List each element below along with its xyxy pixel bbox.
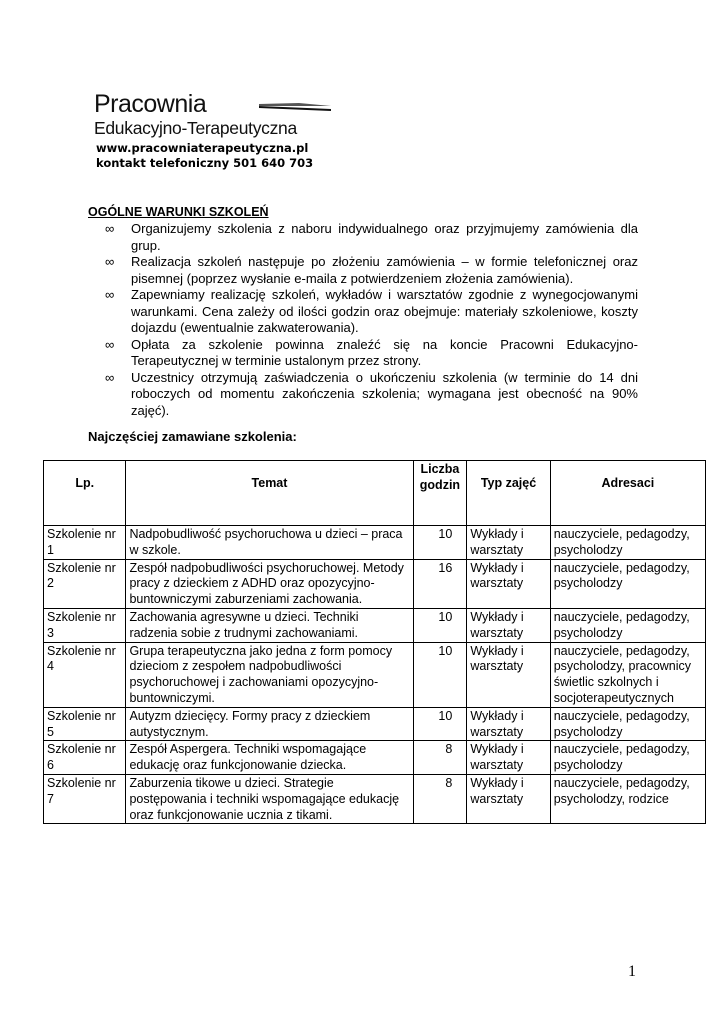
page-number: 1 [628,963,636,980]
conditions-list [105,221,638,419]
cell-hours: 16 [413,559,467,608]
cell-lp: Szkolenie nr 5 [44,707,126,741]
cell-type: Wykłady i warsztaty [467,608,550,642]
column-header-audience: Adresaci [550,461,705,526]
cell-lp: Szkolenie nr 1 [44,526,126,560]
table-row [44,526,706,560]
website-text: www.pracowniaterapeutyczna.pl [96,141,309,155]
cell-hours: 10 [413,526,467,560]
cell-audience: nauczyciele, pedagodzy, psycholodzy [550,526,705,560]
column-header-hours: Liczba godzin [413,461,467,526]
cell-hours: 10 [413,642,467,707]
infinity-bullet-icon: ∞ [105,254,115,269]
table-row [44,608,706,642]
cell-type: Wykłady i warsztaty [467,707,550,741]
cell-hours: 10 [413,608,467,642]
cell-hours: 8 [413,774,467,823]
cell-audience: nauczyciele, pedagodzy, psycholodzy [550,559,705,608]
cell-lp: Szkolenie nr 3 [44,608,126,642]
list-item: ∞ Organizujemy szkolenia z naboru indywidualnego oraz przyjmujemy zamówienia dla grup. [105,221,638,253]
table-row [44,707,706,741]
infinity-bullet-icon: ∞ [105,369,115,385]
trainings-table [43,460,706,824]
cell-type: Wykłady i warsztaty [467,774,550,823]
cell-audience: nauczyciele, pedagodzy, psycholodzy [550,707,705,741]
list-item: ∞ Realizacja szkoleń następuje po złożeniu zamówienia – w formie telefonicznej oraz pisemnej (poprzez wysłanie e-maila z potwierdzeniem złożenia zamówienia). [105,254,638,286]
table-row [44,559,706,608]
cell-lp: Szkolenie nr 4 [44,642,126,707]
infinity-bullet-icon: ∞ [105,336,115,352]
trainings-heading: Najczęściej zamawiane szkolenia: [88,429,297,444]
table-row [44,741,706,775]
contact-block [96,141,313,171]
logo-swoosh-icon [259,101,331,111]
cell-topic: Grupa terapeutyczna jako jedna z form pomocy dzieciom z zespołem nadpobudliwości psychoruchowej i zachowaniami opozycyjno-buntowniczymi. [126,642,413,707]
cell-type: Wykłady i warsztaty [467,741,550,775]
table-row [44,642,706,707]
cell-topic: Autyzm dziecięcy. Formy pracy z dzieckiem autystycznym. [126,707,413,741]
cell-topic: Zespół Aspergera. Techniki wspomagające edukację oraz funkcjonowanie dziecka. [126,741,413,775]
cell-lp: Szkolenie nr 7 [44,774,126,823]
cell-type: Wykłady i warsztaty [467,642,550,707]
cell-audience: nauczyciele, pedagodzy, psycholodzy [550,741,705,775]
logo-subtitle: Edukacyjno-Terapeutyczna [94,118,297,138]
cell-topic: Zespół nadpobudliwości psychoruchowej. Metody pracy z dzieckiem z ADHD oraz opozycyjno-buntowniczymi zaburzeniami zachowania. [126,559,413,608]
cell-audience: nauczyciele, pedagodzy, psycholodzy [550,608,705,642]
cell-audience: nauczyciele, pedagodzy, psycholodzy, pracownicy świetlic szkolnych i socjoterapeutycznych [550,642,705,707]
conditions-heading: OGÓLNE WARUNKI SZKOLEŃ [88,205,269,219]
infinity-bullet-icon: ∞ [105,287,115,302]
cell-audience: nauczyciele, pedagodzy, psycholodzy, rodzice [550,774,705,823]
cell-topic: Zachowania agresywne u dzieci. Techniki radzenia sobie z trudnymi zachowaniami. [126,608,413,642]
column-header-topic: Temat [126,461,413,526]
logo [94,92,334,148]
table-header-row [44,461,706,526]
list-item: ∞ Uczestnicy otrzymują zaświadczenia o ukończeniu szkolenia (w terminie do 14 dni roboczych od momentu zakończenia szkolenia; wymagana jest obecność na 90% zajęć). [105,369,638,418]
table-row [44,774,706,823]
list-item: ∞ Opłata za szkolenie powinna znaleźć się na koncie Pracowni Edukacyjno-Terapeutycznej w terminie ustalonym przez strony. [105,336,638,368]
phone-text: kontakt telefoniczny 501 640 703 [96,156,314,170]
cell-topic: Zaburzenia tikowe u dzieci. Strategie postępowania i techniki wspomagające edukację oraz funkcjonowanie ucznia z tikami. [126,774,413,823]
cell-lp: Szkolenie nr 6 [44,741,126,775]
list-item: ∞ Zapewniamy realizację szkoleń, wykładów i warsztatów zgodnie z wynegocjowanymi warunkami. Cena zależy od ilości godzin oraz obejmuje: materiały szkoleniowe, koszty dojazdu (ewentualnie zakwaterowania). [105,287,638,335]
cell-type: Wykłady i warsztaty [467,559,550,608]
cell-topic: Nadpobudliwość psychoruchowa u dzieci – praca w szkole. [126,526,413,560]
column-header-lp: Lp. [44,461,126,526]
cell-hours: 8 [413,741,467,775]
logo-title: Pracownia [94,90,207,118]
cell-lp: Szkolenie nr 2 [44,559,126,608]
cell-type: Wykłady i warsztaty [467,526,550,560]
column-header-type: Typ zajęć [467,461,550,526]
cell-hours: 10 [413,707,467,741]
infinity-bullet-icon: ∞ [105,221,115,236]
